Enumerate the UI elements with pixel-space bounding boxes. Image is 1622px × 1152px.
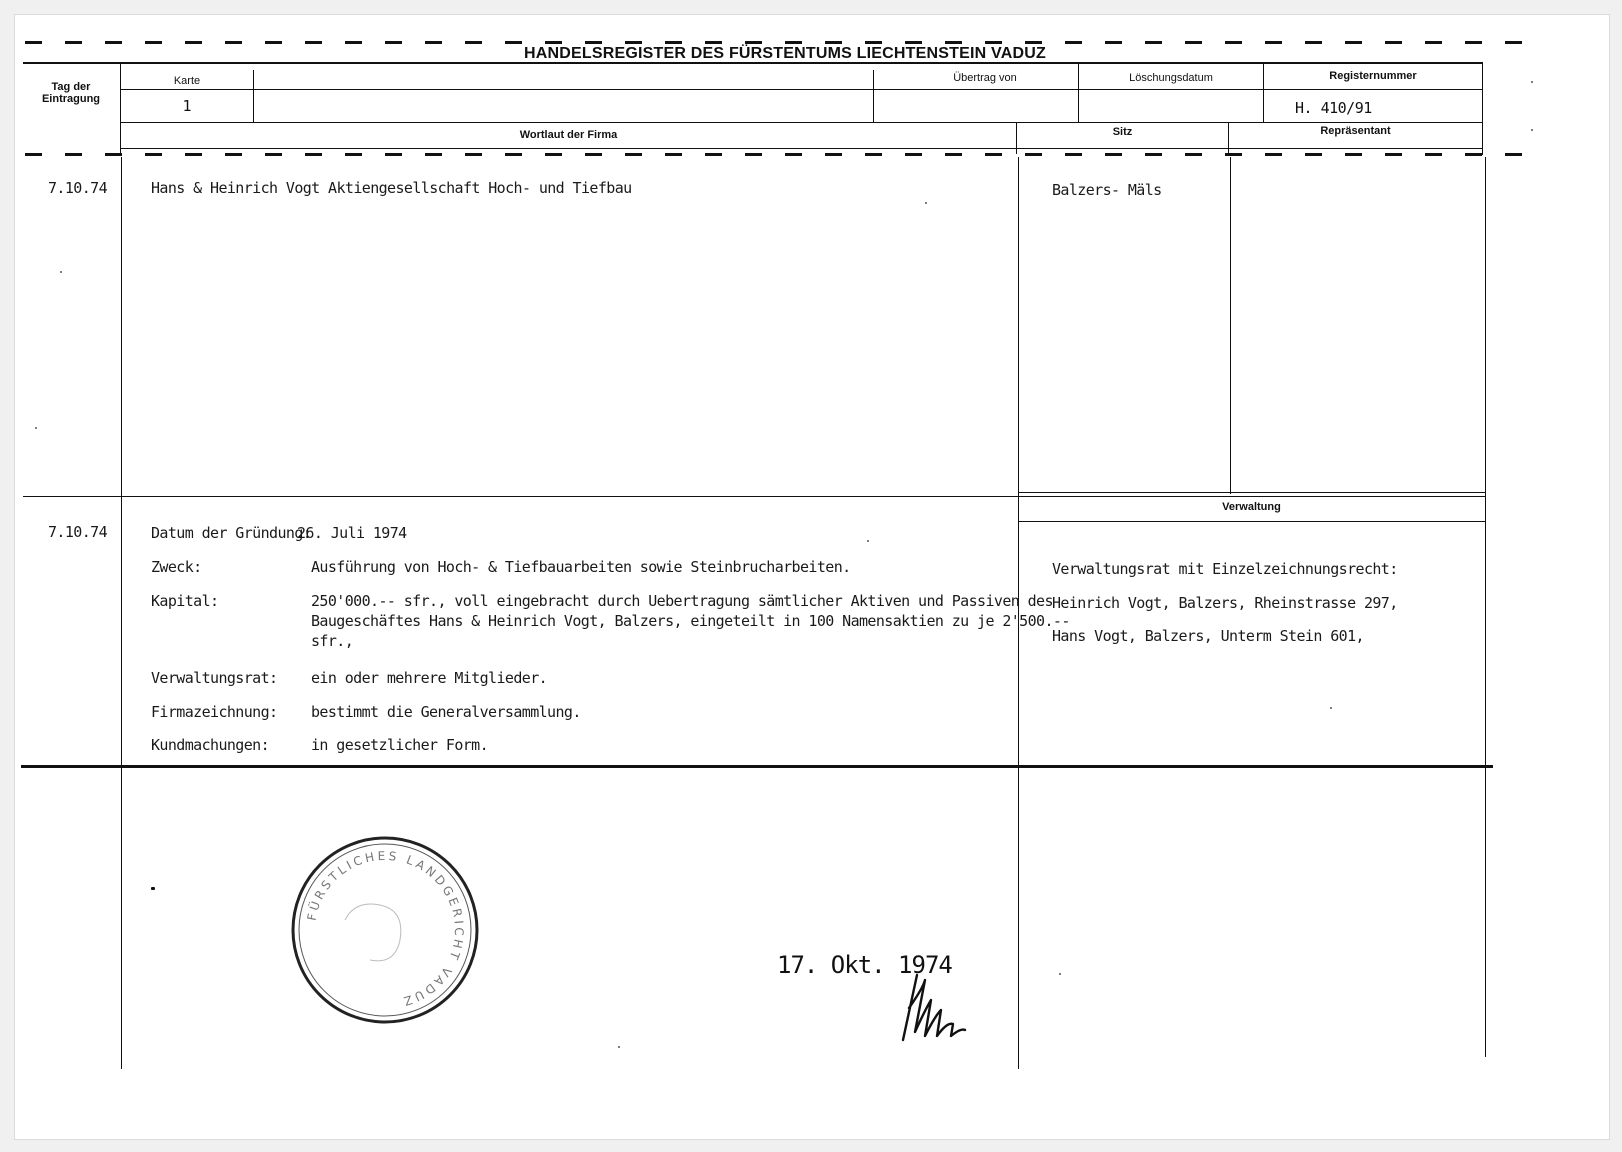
entry1-sitz: Balzers- Mäls [1052,181,1162,199]
verwaltung-label: Verwaltung [1222,501,1281,513]
firmazeichnung-value: bestimmt die Generalversammlung. [311,703,581,721]
kapital-line-1: 250'000.-- sfr., voll eingebracht durch Uebertragung sämtlicher Aktiven und Passiven des [311,592,1053,610]
entry-separator [23,496,1485,497]
registernummer-label: Registernummer [1329,70,1417,82]
sitz-label: Sitz [1112,126,1133,138]
date-column-line [121,157,122,1069]
stamp-date-text: 17. Okt. 1974 [777,951,952,979]
signature [895,970,975,1045]
wortlaut-label: Wortlaut der Firma [519,129,618,141]
verwaltungsrat-label: Verwaltungsrat: [151,669,278,687]
verwaltung-line-2: Heinrich Vogt, Balzers, Rheinstrasse 297, [1052,594,1398,612]
repraesentant-label: Repräsentant [1320,125,1391,137]
verwaltung-line-3: Hans Vogt, Balzers, Unterm Stein 601, [1052,627,1364,645]
entry1-date: 7.10.74 [48,179,108,197]
karte-label: Karte [173,75,201,87]
register-title: HANDELSREGISTER DES FÜRSTENTUMS LIECHTENSTEIN VADUZ [485,45,1085,63]
entry2-date: 7.10.74 [48,523,108,541]
top-dashed-rule [25,41,1530,44]
kapital-line-3: sfr., [311,632,354,650]
verwaltung-line-1: Verwaltungsrat mit Einzelzeichnungsrecht: [1052,560,1398,578]
right-border-line [1485,157,1486,1057]
kapital-line-2: Baugeschäftes Hans & Heinrich Vogt, Balzers, eingeteilt in 100 Namensaktien zu je 2'500.-- [311,612,1070,630]
entry1-firma: Hans & Heinrich Vogt Aktiengesellschaft Hoch- und Tiefbau [151,179,632,197]
kundmachungen-value: in gesetzlicher Form. [311,736,489,754]
verwaltungsrat-value: ein oder mehrere Mitglieder. [311,669,548,687]
registernummer-value: H. 410/91 [1295,99,1372,117]
zweck-value: Ausführung von Hoch- & Tiefbauarbeiten sowie Steinbrucharbeiten. [311,558,851,576]
middle-dashed-rule [25,153,1530,156]
firmazeichnung-label: Firmazeichnung: [151,703,278,721]
bottom-heavy-rule [21,765,1493,768]
zweck-label: Zweck: [151,558,202,576]
tag-der-eintragung-label [25,81,117,105]
register-sheet [14,14,1610,1140]
uebertrag-label: Übertrag von [953,72,1017,84]
karte-value: 1 [182,97,192,115]
repraesentant-column-line [1230,157,1231,494]
kundmachungen-label: Kundmachungen: [151,736,270,754]
official-stamp [285,830,485,1030]
loeschungsdatum-label: Löschungsdatum [1129,72,1213,84]
tag-label-text: Tag der Eintragung [41,81,101,105]
svg-text:FÜRSTLICHES LANDGERICHT VADUZ: FÜRSTLICHES LANDGERICHT VADUZ [304,848,467,1010]
gruendung-label: Datum der Gründung: [151,524,312,542]
gruendung-value: 26. Juli 1974 [297,524,407,542]
kapital-label: Kapital: [151,592,219,610]
